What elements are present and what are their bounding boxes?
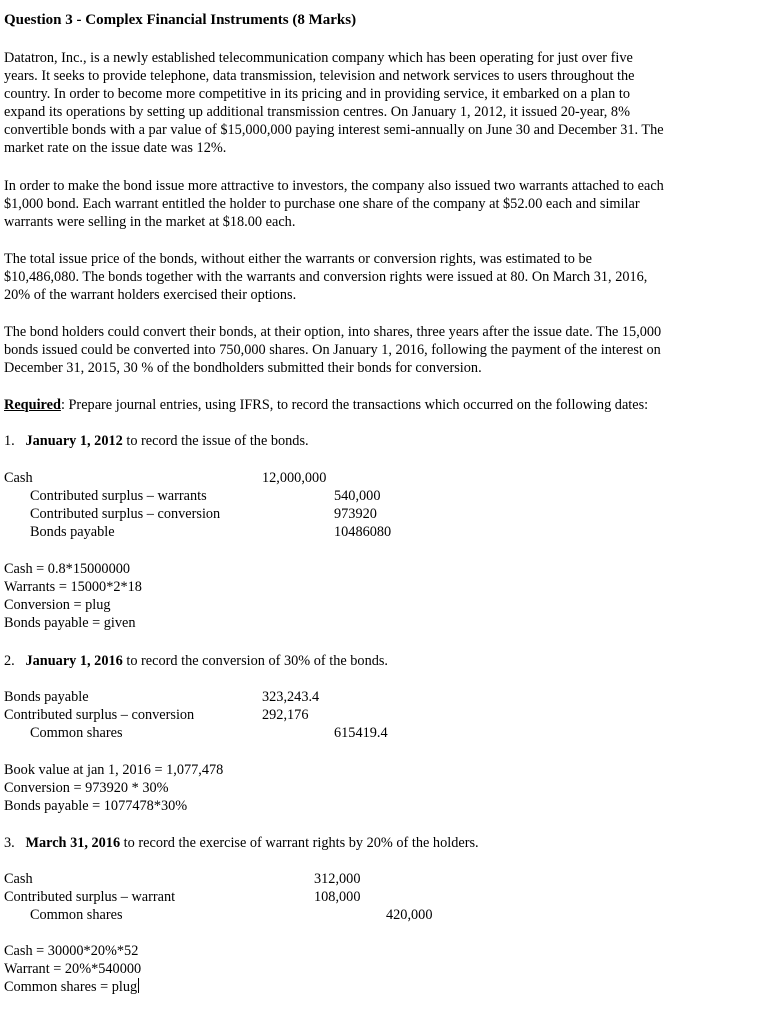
q1-number: 1. (4, 433, 15, 449)
q3-account-cash: Cash (4, 871, 33, 887)
text-line: expand its operations by setting up additional transmission centres. On January 1, 2012, it issued 20-year, 8% (4, 104, 630, 120)
text-line: convertible bonds with a par value of $15,000,000 paying interest semi-annually on June 30 and December 31. The (4, 122, 664, 138)
note-line: Bonds payable = given (4, 615, 136, 631)
q3-date: March 31, 2016 (25, 835, 121, 851)
note-line: Warrant = 20%*540000 (4, 961, 142, 977)
note-line: Conversion = plug (4, 597, 111, 613)
q1-account-bonds-payable: Bonds payable (30, 524, 115, 540)
q1-account-cash: Cash (4, 470, 33, 486)
note-line: Bonds payable = 1077478*30% (4, 798, 188, 814)
required-text: : Prepare journal entries, using IFRS, to record the transactions which occurred on the following dates: (60, 397, 649, 413)
q2-date: January 1, 2016 (25, 653, 123, 669)
q1-credit-bonds-payable: 10486080 (334, 524, 392, 540)
note-line: Cash = 30000*20%*52 (4, 943, 139, 959)
intro-paragraph-4 (4, 323, 746, 377)
q1-credit-warrants: 540,000 (334, 488, 381, 504)
q1-description: to record the issue of the bonds. (122, 433, 309, 449)
q1-date: January 1, 2012 (25, 433, 123, 449)
required-instruction (4, 396, 648, 414)
q1-heading (4, 432, 309, 450)
question-title: Question 3 - Complex Financial Instruments (8 Marks) (4, 12, 357, 28)
required-label: Required (4, 397, 61, 413)
q2-description: to record the conversion of 30% of the bonds. (122, 653, 388, 669)
q1-notes (4, 560, 746, 632)
text-line: bonds issued could be converted into 750,000 shares. On January 1, 2016, following the payment of the interest on (4, 342, 661, 358)
q3-account-warrant: Contributed surplus – warrant (4, 889, 176, 905)
intro-paragraph-2 (4, 177, 746, 231)
intro-paragraph-3 (4, 250, 746, 304)
q2-credit-common-shares: 615419.4 (334, 725, 388, 741)
note-text: Common shares = plug (4, 979, 138, 995)
text-line: $10,486,080. The bonds together with the warrants and conversion rights were issued at 80. On March 31, 2016, (4, 269, 648, 285)
text-line: Datatron, Inc., is a newly established telecommunication company which has been operating for just over five (4, 50, 633, 66)
text-line: The total issue price of the bonds, without either the warrants or conversion rights, was estimated to be (4, 251, 593, 267)
text-line: December 31, 2015, 30 % of the bondholders submitted their bonds for conversion. (4, 360, 482, 376)
note-line (4, 978, 746, 996)
q2-account-common-shares: Common shares (30, 725, 123, 741)
q2-account-bonds-payable: Bonds payable (4, 689, 89, 705)
q2-debit-conversion: 292,176 (262, 707, 309, 723)
q3-credit-common-shares: 420,000 (386, 907, 433, 923)
note-line: Cash = 0.8*15000000 (4, 561, 131, 577)
text-line: 20% of the warrant holders exercised their options. (4, 287, 297, 303)
text-line: years. It seeks to provide telephone, data transmission, television and network services to users throughout the (4, 68, 635, 84)
q3-debit-cash: 312,000 (314, 871, 361, 887)
intro-paragraph-1 (4, 49, 746, 157)
text-cursor (138, 978, 139, 993)
q2-number: 2. (4, 653, 15, 669)
q3-debit-warrant: 108,000 (314, 889, 361, 905)
text-line: $1,000 bond. Each warrant entitled the holder to purchase one share of the company at $52.00 each and similar (4, 196, 640, 212)
q1-credit-conversion: 973920 (334, 506, 377, 522)
text-line: warrants were selling in the market at $18.00 each. (4, 214, 296, 230)
q2-debit-bonds-payable: 323,243.4 (262, 689, 320, 705)
q3-number: 3. (4, 835, 15, 851)
q1-account-conversion: Contributed surplus – conversion (30, 506, 221, 522)
text-line: country. In order to become more competitive in its pricing and in providing service, it embarked on a plan to (4, 86, 630, 102)
q2-account-conversion: Contributed surplus – conversion (4, 707, 195, 723)
note-line: Conversion = 973920 * 30% (4, 780, 169, 796)
text-line: market rate on the issue date was 12%. (4, 140, 227, 156)
q1-account-warrants: Contributed surplus – warrants (30, 488, 207, 504)
q3-account-common-shares: Common shares (30, 907, 123, 923)
text-line: In order to make the bond issue more attractive to investors, the company also issued two warrants attached to each (4, 178, 664, 194)
text-line: The bond holders could convert their bonds, at their option, into shares, three years after the issue date. The 15,000 (4, 324, 662, 340)
note-line: Book value at jan 1, 2016 = 1,077,478 (4, 762, 224, 778)
q1-debit-cash: 12,000,000 (262, 470, 327, 486)
note-line: Warrants = 15000*2*18 (4, 579, 142, 595)
q2-heading (4, 652, 388, 670)
q3-notes (4, 942, 746, 996)
q3-heading (4, 834, 479, 852)
q2-notes (4, 761, 746, 815)
q3-description: to record the exercise of warrant rights by 20% of the holders. (120, 835, 479, 851)
